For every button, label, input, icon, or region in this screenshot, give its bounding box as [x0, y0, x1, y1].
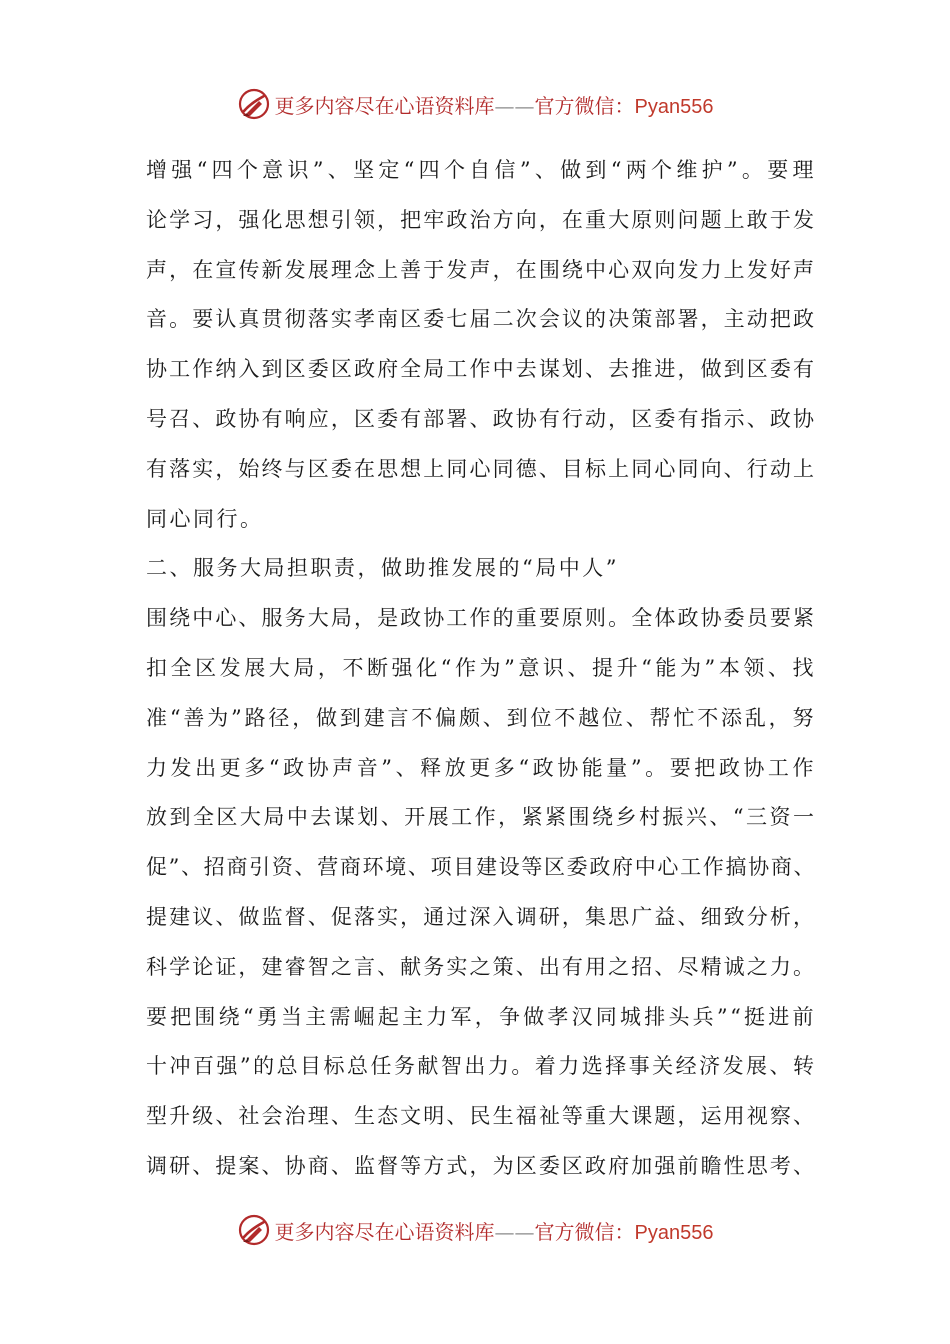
pen-book-logo-icon: [237, 87, 271, 121]
body-line: 科学论证，建睿智之言、献务实之策、出有用之招、尽精诚之力。: [146, 954, 816, 979]
body-line: 提建议、做监督、促落实，通过深入调研，集思广益、细致分析，: [146, 904, 816, 929]
body-line: 调研、提案、协商、监督等方式，为区委区政府加强前瞻性思考、: [146, 1153, 816, 1178]
body-line: 论学习，强化思想引领，把牢政治方向，在重大原则问题上敢于发: [146, 207, 816, 232]
banner-dash: ——: [494, 93, 535, 118]
document-body: [146, 146, 816, 1192]
footer-watermark-banner: [0, 1210, 950, 1250]
banner-wechat-label: 官方微信：: [534, 1219, 635, 1244]
banner-wechat-id: Pyan556: [634, 1221, 714, 1244]
banner-text: [275, 90, 714, 119]
body-line: 同心同行。: [146, 506, 264, 531]
banner-wechat-id: Pyan556: [634, 95, 714, 118]
body-line: 十冲百强”的总目标总任务献智出力。着力选择事关经济发展、转: [146, 1054, 816, 1079]
body-line: 声，在宣传新发展理念上善于发声，在围绕中心双向发力上发好声: [146, 257, 816, 282]
banner-wechat-label: 官方微信：: [534, 93, 635, 118]
body-line: 力发出更多“政协声音”、释放更多“政协能量”。要把政协工作: [146, 755, 816, 780]
section-heading: 二、服务大局担职责，做助推发展的“局中人”: [146, 556, 619, 581]
body-line: 号召、政协有响应，区委有部署、政协有行动，区委有指示、政协: [146, 406, 816, 431]
body-line: 放到全区大局中去谋划、开展工作，紧紧围绕乡村振兴、“三资一: [146, 805, 816, 830]
banner-slogan: 更多内容尽在心语资料库: [274, 93, 495, 118]
body-line: 增强“四个意识”、坚定“四个自信”、做到“两个维护”。要理: [146, 158, 816, 182]
body-line: 围绕中心、服务大局，是政协工作的重要原则。全体政协委员要紧: [146, 606, 816, 631]
header-watermark-banner: [0, 84, 950, 124]
body-line: 音。要认真贯彻落实孝南区委七届二次会议的决策部署，主动把政: [146, 307, 816, 332]
body-line: 协工作纳入到区委区政府全局工作中去谋划、去推进，做到区委有: [146, 357, 816, 382]
banner-slogan: 更多内容尽在心语资料库: [274, 1219, 495, 1244]
body-line: 有落实，始终与区委在思想上同心同德、目标上同心同向、行动上: [146, 456, 816, 481]
pen-book-logo-icon: [237, 1213, 271, 1247]
body-line: 型升级、社会治理、生态文明、民生福祉等重大课题，运用视察、: [146, 1104, 816, 1129]
body-line: 准“善为”路径，做到建言不偏颇、到位不越位、帮忙不添乱，努: [146, 705, 816, 730]
banner-text: [275, 1216, 714, 1245]
banner-dash: ——: [494, 1219, 535, 1244]
body-line: 要把围绕“勇当主需崛起主力军，争做孝汉同城排头兵”“挺进前: [146, 1004, 816, 1029]
body-line: 促”、招商引资、营商环境、项目建设等区委政府中心工作搞协商、: [146, 855, 816, 880]
body-line: 扣全区发展大局，不断强化“作为”意识、提升“能为”本领、找: [146, 655, 816, 680]
